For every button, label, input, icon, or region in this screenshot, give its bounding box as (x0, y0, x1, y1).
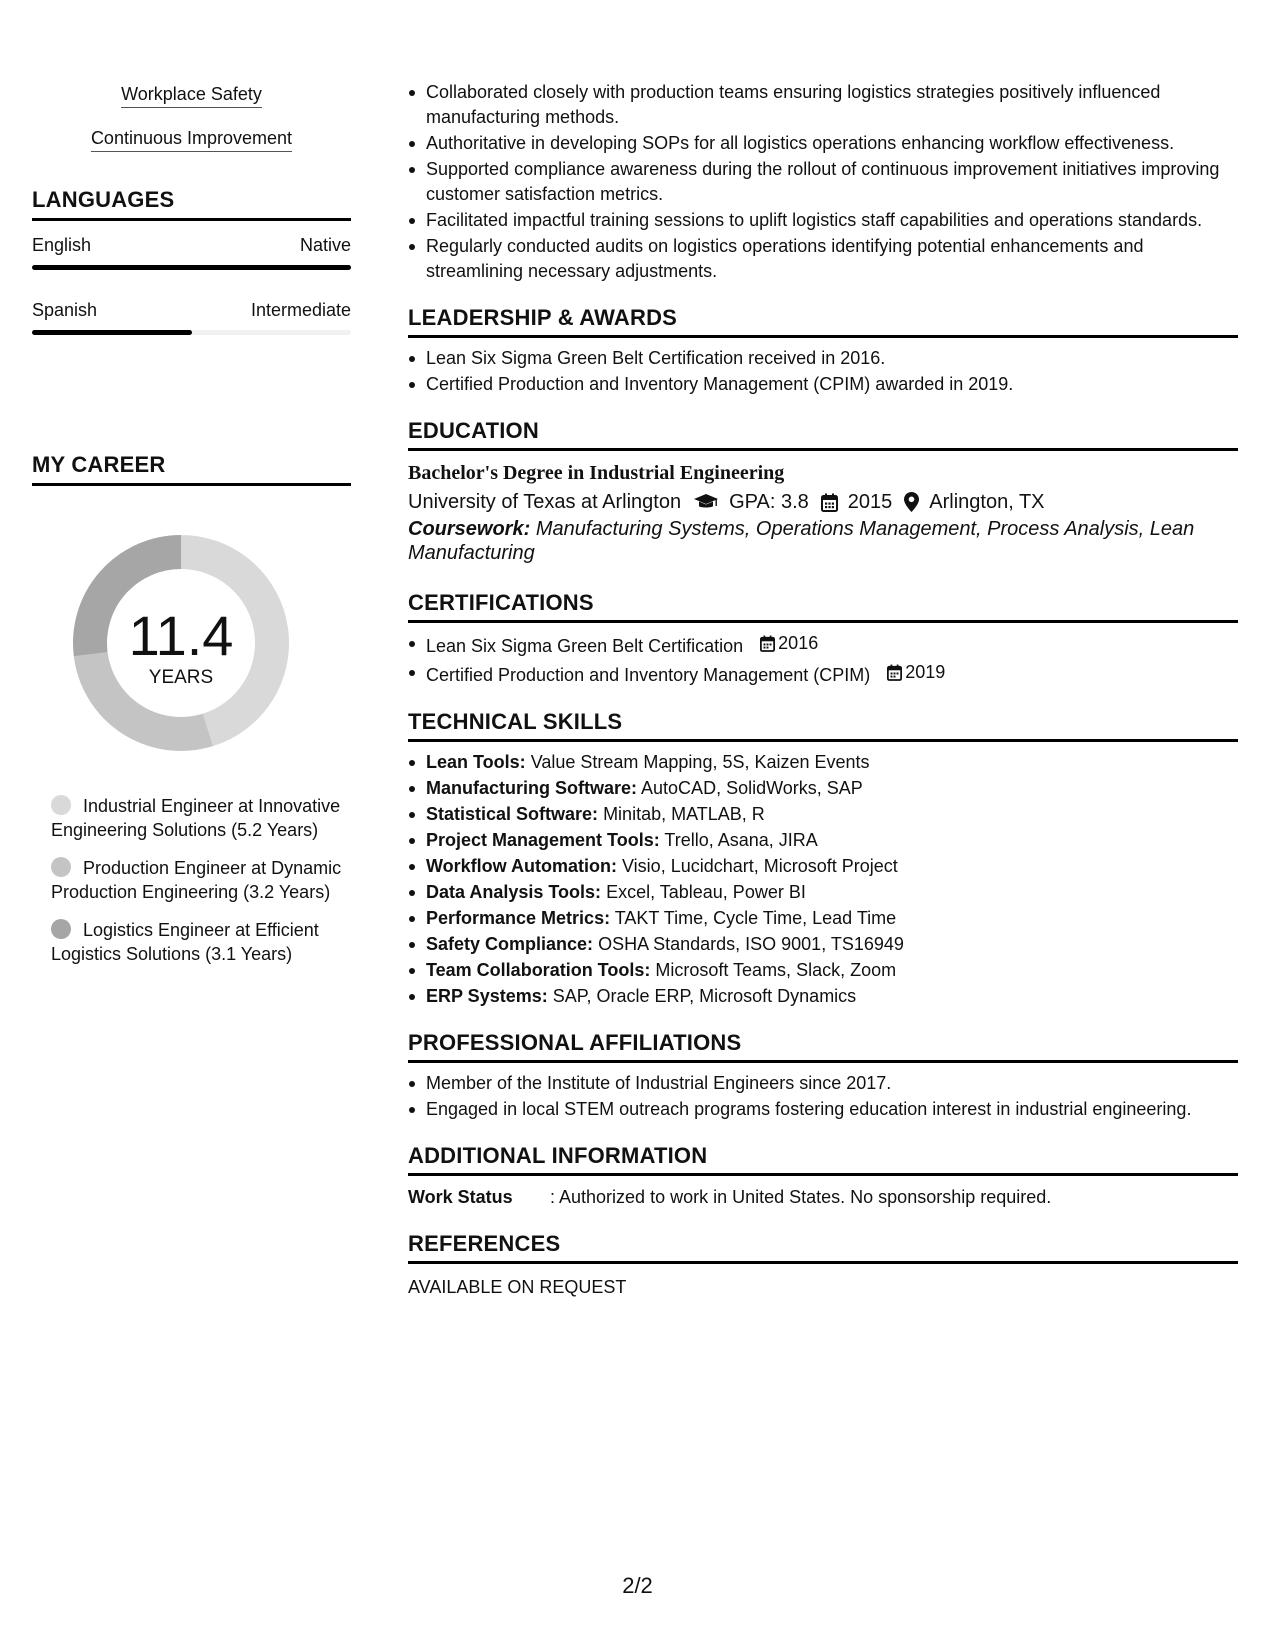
coursework-label: Coursework: (408, 518, 531, 540)
work-status-value: : Authorized to work in United States. No sponsorship required. (550, 1187, 1052, 1207)
sidebar (32, 82, 351, 335)
legend-dot-icon (51, 795, 71, 815)
calendar-icon (821, 493, 838, 512)
list-item: Collaborated closely with production teams ensuring logistics strategies positively influenced manufacturing methods. (408, 80, 1238, 130)
list-item: Statistical Software: Minitab, MATLAB, R (408, 802, 1238, 827)
career-section (32, 451, 351, 980)
career-donut-chart (66, 528, 296, 758)
list-item: Data Analysis Tools: Excel, Tableau, Power BI (408, 880, 1238, 905)
leadership-heading: LEADERSHIP & AWARDS (408, 304, 1238, 338)
language-bar-fill (32, 265, 351, 270)
affiliations-list (408, 1071, 1238, 1122)
main-content (408, 80, 1238, 1300)
references-text: AVAILABLE ON REQUEST (408, 1277, 627, 1297)
list-item: Engaged in local STEM outreach programs fostering education interest in industrial engineering. (408, 1097, 1238, 1122)
language-row (32, 233, 351, 270)
language-row (32, 298, 351, 335)
graduation-year: 2015 (847, 491, 893, 513)
list-item: Facilitated impactful training sessions to uplift logistics staff capabilities and operations standards. (408, 208, 1238, 233)
list-item: Certified Production and Inventory Management (CPIM) 2019 (408, 660, 1238, 688)
career-unit: YEARS (148, 667, 214, 688)
leadership-list (408, 346, 1238, 397)
list-item: Team Collaboration Tools: Microsoft Teams, Slack, Zoom (408, 958, 1238, 983)
list-item: Lean Six Sigma Green Belt Certification 2016 (408, 631, 1238, 659)
languages-section (32, 186, 351, 335)
career-item: Industrial Engineer at Innovative Engineering Solutions (5.2 Years) (51, 796, 341, 840)
graduation-cap-icon (693, 493, 719, 511)
education-heading: EDUCATION (408, 417, 1238, 451)
list-item: Authoritative in developing SOPs for all logistics operations enhancing workflow effectiveness. (408, 131, 1238, 156)
gpa: GPA: 3.8 (729, 491, 809, 513)
career-total: 11.4 (128, 604, 234, 667)
degree-title: Bachelor's Degree in Industrial Engineering (408, 462, 785, 484)
education-details (408, 487, 1238, 517)
experience-bullets (408, 80, 1238, 284)
list-item: Lean Tools: Value Stream Mapping, 5S, Kaizen Events (408, 750, 1238, 775)
technical-skills-list (408, 750, 1238, 1009)
technical-skills-heading: TECHNICAL SKILLS (408, 708, 1238, 742)
coursework (408, 517, 1238, 565)
list-item: Project Management Tools: Trello, Asana, JIRA (408, 828, 1238, 853)
career-item: Logistics Engineer at Efficient Logistics Solutions (3.1 Years) (51, 920, 319, 964)
career-item: Production Engineer at Dynamic Production Engineering (3.2 Years) (51, 858, 342, 902)
languages-heading: LANGUAGES (32, 186, 351, 221)
legend-dot-icon (51, 857, 71, 877)
career-legend (32, 794, 351, 966)
list-item: Workflow Automation: Visio, Lucidchart, Microsoft Project (408, 854, 1238, 879)
work-status-label: Work Status (408, 1187, 513, 1207)
language-bar (32, 265, 351, 270)
list-item: Lean Six Sigma Green Belt Certification received in 2016. (408, 346, 1238, 371)
list-item: ERP Systems: SAP, Oracle ERP, Microsoft Dynamics (408, 984, 1238, 1009)
affiliations-heading: PROFESSIONAL AFFILIATIONS (408, 1029, 1238, 1063)
list-item: Member of the Institute of Industrial Engineers since 2017. (408, 1071, 1238, 1096)
additional-info-heading: ADDITIONAL INFORMATION (408, 1142, 1238, 1176)
language-level: Intermediate (250, 300, 351, 320)
language-name: English (32, 235, 92, 255)
work-status-row (408, 1184, 1238, 1210)
cert-year: 2019 (887, 660, 945, 685)
page-number: 2/2 (622, 1573, 653, 1598)
list-item: Supported compliance awareness during the rollout of continuous improvement initiatives improving customer satisfaction metrics. (408, 157, 1238, 207)
calendar-icon (887, 664, 902, 681)
skill-tag: Continuous Improvement (32, 126, 351, 152)
school-name: University of Texas at Arlington (408, 491, 682, 513)
legend-dot-icon (51, 919, 71, 939)
list-item: Regularly conducted audits on logistics operations identifying potential enhancements and streamlining necessary adjustments. (408, 234, 1238, 284)
education-location: Arlington, TX (929, 491, 1045, 513)
certifications-list (408, 631, 1238, 688)
language-bar-fill (32, 330, 192, 335)
certifications-heading: CERTIFICATIONS (408, 589, 1238, 623)
language-name: Spanish (32, 300, 98, 320)
skill-tag: Workplace Safety (32, 82, 351, 108)
list-item: Manufacturing Software: AutoCAD, SolidWorks, SAP (408, 776, 1238, 801)
language-bar (32, 330, 351, 335)
calendar-icon (760, 635, 775, 652)
list-item: Performance Metrics: TAKT Time, Cycle Time, Lead Time (408, 906, 1238, 931)
language-level: Native (299, 235, 351, 255)
list-item: Safety Compliance: OSHA Standards, ISO 9001, TS16949 (408, 932, 1238, 957)
cert-year: 2016 (760, 631, 818, 656)
list-item: Certified Production and Inventory Management (CPIM) awarded in 2019. (408, 372, 1238, 397)
coursework-list: Manufacturing Systems, Operations Management, Process Analysis, Lean Manufacturing (408, 518, 1195, 564)
references-heading: REFERENCES (408, 1230, 1238, 1264)
map-pin-icon (904, 492, 919, 512)
career-heading: MY CAREER (32, 451, 351, 486)
